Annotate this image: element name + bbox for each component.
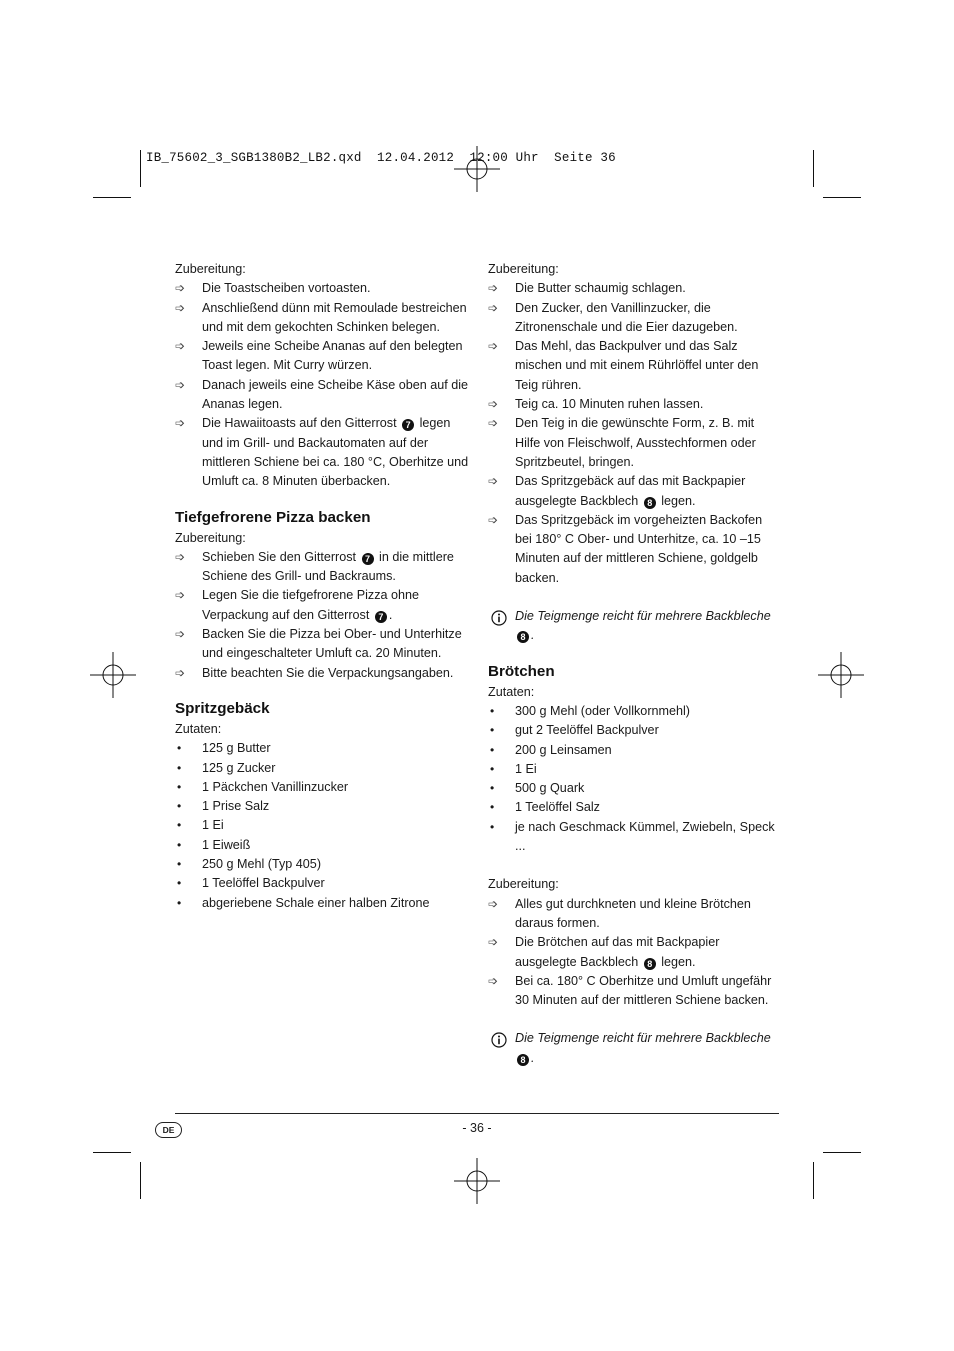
section-heading-broetchen: Brötchen: [488, 662, 555, 680]
broetchen-steps: [488, 895, 780, 1011]
ingredients-label: Zutaten:: [175, 721, 222, 736]
ingredient-item: • 250 g Mehl (Typ 405): [175, 855, 470, 874]
left-column: [175, 260, 470, 913]
registration-mark-icon: [454, 146, 500, 192]
spritzgebaeck-ingredients: [175, 739, 470, 913]
info-icon: [491, 610, 507, 626]
info-note: [488, 1029, 780, 1068]
note-text: .: [531, 1050, 535, 1065]
figure-ref-badge: 8: [644, 497, 656, 509]
language-badge: DE: [155, 1122, 182, 1138]
preparation-label: Zubereitung:: [488, 262, 559, 276]
preparation-label: Zubereitung:: [488, 877, 559, 892]
registration-mark-icon: [90, 652, 136, 698]
step-item: ➩ Alles gut durchkneten und kleine Brötchen daraus formen.: [488, 895, 780, 934]
step-item: ➩ Anschließend dünn mit Remoulade bestreichen und mit dem gekochten Schinken belegen.: [175, 299, 470, 338]
ingredient-item: • 1 Ei: [488, 760, 780, 779]
info-note: [488, 607, 780, 646]
step-text: in die mittlere Schiene des Grill- und Backraums.: [202, 549, 454, 584]
step-item: ➩ Backen Sie die Pizza bei Ober- und Unterhitze und eingeschalteter Umluft ca. 20 Minuten.: [175, 625, 470, 664]
ingredient-item: • 500 g Quark: [488, 779, 780, 798]
registration-mark-icon: [454, 1158, 500, 1204]
step-item: ➩ Danach jeweils eine Scheibe Käse oben auf die Ananas legen.: [175, 376, 470, 415]
preparation-label: Zubereitung:: [175, 262, 246, 276]
figure-ref-badge: 7: [375, 611, 387, 623]
ingredient-item: • 200 g Leinsamen: [488, 741, 780, 760]
spritzgebaeck-steps: [488, 279, 780, 588]
ingredient-item: • 300 g Mehl (oder Vollkornmehl): [488, 702, 780, 721]
figure-ref-badge: 7: [402, 419, 414, 431]
crop-mark: [93, 197, 131, 198]
note-text: .: [531, 628, 535, 643]
step-item: ➩ Die Toastscheiben vortoasten.: [175, 279, 470, 298]
page-number: - 36 -: [462, 1121, 492, 1135]
broetchen-ingredients: [488, 702, 780, 856]
pizza-steps: [175, 548, 470, 683]
preparation-label: Zubereitung:: [175, 530, 246, 545]
step-item: ➩ Den Zucker, den Vanillinzucker, die Zitronenschale und die Eier dazugeben.: [488, 299, 780, 338]
ingredient-item: • gut 2 Teelöffel Backpulver: [488, 721, 780, 740]
ingredient-item: • abgeriebene Schale einer halben Zitrone: [175, 894, 470, 913]
spacer: [488, 856, 780, 875]
figure-ref-badge: 8: [517, 1054, 529, 1066]
step-text: legen.: [661, 954, 696, 969]
step-item: [488, 472, 780, 511]
step-text: .: [388, 607, 393, 622]
figure-ref-badge: 7: [362, 553, 374, 565]
ingredient-item: • 125 g Butter: [175, 739, 470, 758]
step-item: ➩ Jeweils eine Scheibe Ananas auf den belegten Toast legen. Mit Curry würzen.: [175, 337, 470, 376]
step-item: ➩ Den Teig in die gewünschte Form, z. B. mit Hilfe von Fleischwolf, Ausstechformen oder Spritzbeutel, bringen.: [488, 414, 780, 472]
footer-rule: [175, 1113, 779, 1114]
printer-slug-line: IB_75602_3_SGB1380B2_LB2.qxd 12.04.2012 12:00 Uhr Seite 36: [146, 151, 616, 165]
crop-mark: [93, 1152, 131, 1153]
crop-mark: [823, 197, 861, 198]
note-text: Die Teigmenge reicht für mehrere Backbleche: [515, 609, 771, 624]
ingredient-item: • 1 Päckchen Vanillinzucker: [175, 778, 470, 797]
ingredient-item: • 1 Eiweiß: [175, 836, 470, 855]
ingredient-item: • 1 Teelöffel Salz: [488, 798, 780, 817]
crop-mark: [813, 150, 814, 187]
step-item: ➩ Das Mehl, das Backpulver und das Salz mischen und mit einem Rührlöffel unter den Teig rühren.: [488, 337, 780, 395]
right-column: [488, 260, 780, 1068]
section-heading-pizza: Tiefgefrorene Pizza backen: [175, 508, 371, 526]
step-item: ➩ Das Spritzgebäck im vorgeheizten Backofen bei 180° C Ober- und Unterhitze, ca. 10 –15 Minuten auf der mittleren Schiene, goldgelb backen.: [488, 511, 780, 588]
info-icon: [491, 1032, 507, 1048]
step-text: legen und im Grill- und Backautomaten auf der mittleren Schiene bei ca. 180 °C, Oberhitze und Umluft ca. 8 Minuten überbacken.: [202, 416, 469, 489]
note-text: Die Teigmenge reicht für mehrere Backbleche: [515, 1031, 771, 1046]
crop-mark: [140, 150, 141, 187]
step-text: Die Hawaiitoasts auf den Gitterrost: [202, 416, 397, 431]
crop-mark: [140, 1162, 141, 1199]
step-text: Das Spritzgebäck auf das mit Backpapier ausgelegte Backblech: [515, 474, 746, 508]
step-item: ➩ Die Butter schaumig schlagen.: [488, 279, 780, 298]
step-item: ➩ Bei ca. 180° C Oberhitze und Umluft ungefähr 30 Minuten auf der mittleren Schiene backen.: [488, 972, 780, 1011]
step-text: Legen Sie die tiefgefrorene Pizza ohne Verpackung auf den Gitterrost: [202, 588, 420, 622]
step-item: [175, 548, 470, 587]
figure-ref-badge: 8: [644, 958, 656, 970]
crop-mark: [813, 1162, 814, 1199]
step-text: Die Brötchen auf das mit Backpapier ausgelegte Backblech: [515, 935, 720, 969]
step-item: [175, 414, 470, 491]
ingredient-item: • 1 Ei: [175, 816, 470, 835]
step-text: legen.: [661, 493, 696, 508]
section-heading-spritzgebaeck: Spritzgebäck: [175, 699, 270, 717]
ingredient-item: • 125 g Zucker: [175, 759, 470, 778]
step-item: [175, 586, 470, 625]
ingredient-item: • je nach Geschmack Kümmel, Zwiebeln, Speck ...: [488, 818, 780, 857]
step-item: [488, 933, 780, 972]
figure-ref-badge: 8: [517, 631, 529, 643]
step-text: Schieben Sie den Gitterrost: [202, 549, 357, 564]
registration-mark-icon: [818, 652, 864, 698]
crop-mark: [823, 1152, 861, 1153]
step-item: ➩ Bitte beachten Sie die Verpackungsangaben.: [175, 664, 470, 683]
ingredient-item: • 1 Prise Salz: [175, 797, 470, 816]
ingredient-item: • 1 Teelöffel Backpulver: [175, 874, 470, 893]
hawaii-toast-steps: [175, 279, 470, 491]
step-item: ➩ Teig ca. 10 Minuten ruhen lassen.: [488, 395, 780, 414]
ingredients-label: Zutaten:: [488, 684, 535, 699]
